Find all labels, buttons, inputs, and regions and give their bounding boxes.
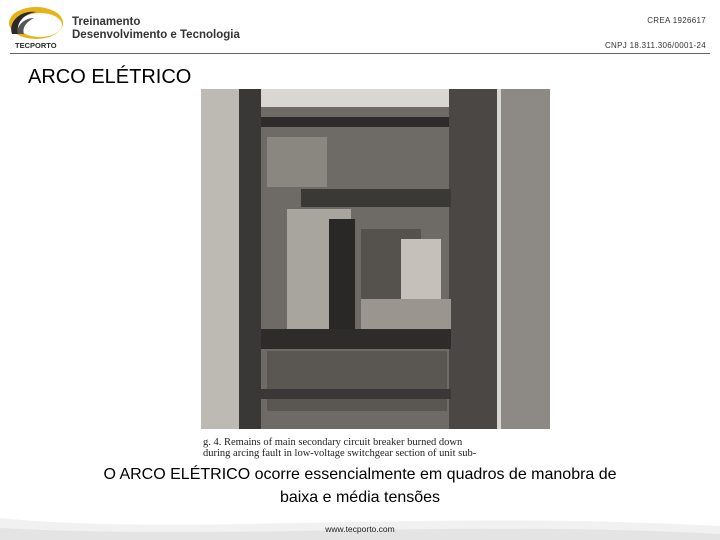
cnpj-number: CNPJ 18.311.306/0001-24 [604, 41, 706, 50]
switchgear-photo-graphic [201, 89, 550, 461]
tecporto-logo [6, 4, 66, 50]
footer-url: www.tecporto.com [325, 524, 395, 534]
logo-text: TECPORTO [15, 41, 57, 50]
company-name [72, 16, 240, 42]
body-line-2: baixa e média tensões [279, 489, 441, 506]
footer-wave [0, 506, 720, 540]
crea-number: CREA 1926617 [647, 16, 706, 25]
slide-body-text [40, 463, 680, 509]
company-line-1: Treinamento [72, 16, 141, 28]
photo-caption-line-2: during arcing fault in low-voltage switchgear section of unit sub- [203, 448, 477, 459]
photo-caption-line-1: g. 4. Remains of main secondary circuit breaker burned down [203, 437, 463, 448]
switchgear-photo [201, 89, 550, 461]
company-line-2: Desenvolvimento e Tecnologia [72, 29, 240, 41]
body-line-1: O ARCO ELÉTRICO ocorre essencialmente em quadros de manobra de [103, 466, 617, 483]
slide-title: ARCO ELÉTRICO [28, 66, 192, 88]
photo-caption [201, 437, 550, 459]
header-divider [10, 53, 710, 54]
